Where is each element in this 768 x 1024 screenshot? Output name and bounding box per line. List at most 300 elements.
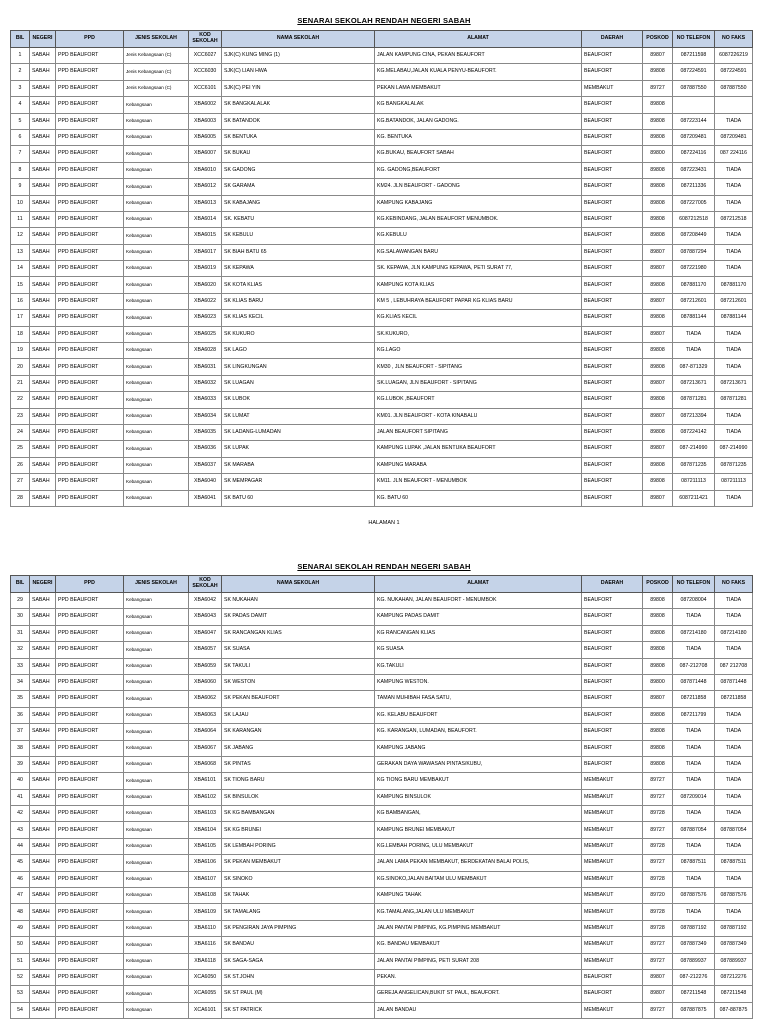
table-cell: 16 — [11, 293, 30, 309]
table-cell: SK KEPAWA — [222, 261, 375, 277]
table-cell: BEAUFORT — [582, 277, 643, 293]
table-cell: SK BINSULOK — [222, 789, 375, 805]
table-cell: BEAUFORT — [582, 986, 643, 1002]
table-cell: 89807 — [643, 408, 673, 424]
table-cell: XBA6059 — [189, 658, 222, 674]
table-cell: XBA6034 — [189, 408, 222, 424]
table-cell: 087212601 — [715, 293, 753, 309]
column-header: PPD — [56, 576, 124, 593]
table-cell: SK KLIAS BARU — [222, 293, 375, 309]
table-cell: XBA6110 — [189, 920, 222, 936]
table-cell: 087213394 — [673, 408, 715, 424]
table-cell: TIADA — [715, 343, 753, 359]
column-header: NO TELEFON — [673, 31, 715, 48]
table-cell: KM24. JLN BEAUFORT - GADONG — [375, 179, 582, 195]
table-cell: 89808 — [643, 113, 673, 129]
table-cell: 89808 — [643, 392, 673, 408]
table-cell: TIADA — [673, 326, 715, 342]
table-cell: 89808 — [643, 457, 673, 473]
table-cell: BEAUFORT — [582, 392, 643, 408]
table-cell: KM 5 , LEBUHRAYA BEAUFORT PAPAR KG KLIAS BARU — [375, 293, 582, 309]
table-cell: SABAH — [30, 593, 56, 609]
column-header: ALAMAT — [375, 31, 582, 48]
table-cell: Kebangsaan — [124, 343, 189, 359]
table-cell: BEAUFORT — [582, 261, 643, 277]
table-cell: 53 — [11, 986, 30, 1002]
table-cell: 89808 — [643, 64, 673, 80]
table-cell: KG.BUKAU, BEAUFORT SABAH — [375, 146, 582, 162]
table-cell: SABAH — [30, 642, 56, 658]
table-cell: Kebangsaan — [124, 674, 189, 690]
table-row — [11, 609, 753, 625]
table-cell: 1 — [11, 48, 30, 64]
table-cell: 087212601 — [673, 293, 715, 309]
table-cell: MEMBAKUT — [582, 80, 643, 96]
table-cell: SABAH — [30, 969, 56, 985]
table-cell: XBA6043 — [189, 609, 222, 625]
table-cell: PPD BEAUFORT — [56, 129, 124, 145]
table-cell: KAMPUNG LUPAK ,JALAN BENTUKA BEAUFORT — [375, 441, 582, 457]
table-cell: 89808 — [643, 310, 673, 326]
table-row — [11, 310, 753, 326]
table-cell: PPD BEAUFORT — [56, 359, 124, 375]
table-cell: XBA6013 — [189, 195, 222, 211]
table-cell: SK KUKURO — [222, 326, 375, 342]
table-cell: SABAH — [30, 261, 56, 277]
table-cell: 24 — [11, 424, 30, 440]
table-cell: BEAUFORT — [582, 756, 643, 772]
table-cell: KAMPUNG MARABA — [375, 457, 582, 473]
table-cell: Kebangsaan — [124, 625, 189, 641]
table-cell: 11 — [11, 211, 30, 227]
table-cell: 89807 — [643, 375, 673, 391]
table-cell: XBA6012 — [189, 179, 222, 195]
table-cell: Kebangsaan — [124, 658, 189, 674]
table-cell: 26 — [11, 457, 30, 473]
table-cell: TIADA — [715, 113, 753, 129]
table-cell: SABAH — [30, 707, 56, 723]
table-cell: Kebangsaan — [124, 162, 189, 178]
column-header: JENIS SEKOLAH — [124, 31, 189, 48]
column-header: NEGERI — [30, 576, 56, 593]
table-row — [11, 228, 753, 244]
table-cell: JALAN KAMPUNG CINA, PEKAN BEAUFORT — [375, 48, 582, 64]
table-cell: 087881144 — [715, 310, 753, 326]
table-cell: TIADA — [673, 724, 715, 740]
table-cell: KAMPUNG WESTON. — [375, 674, 582, 690]
table-cell: PPD BEAUFORT — [56, 920, 124, 936]
table-cell: BEAUFORT — [582, 310, 643, 326]
table-row — [11, 953, 753, 969]
table-cell: 6 — [11, 129, 30, 145]
table-row — [11, 806, 753, 822]
table-cell: SABAH — [30, 904, 56, 920]
table-cell: BEAUFORT — [582, 48, 643, 64]
table-cell: 51 — [11, 953, 30, 969]
table-row — [11, 293, 753, 309]
table-cell: 52 — [11, 969, 30, 985]
column-header: KOD SEKOLAH — [189, 31, 222, 48]
table-cell: SABAH — [30, 228, 56, 244]
table-cell: 087887054 — [673, 822, 715, 838]
table-cell: PPD BEAUFORT — [56, 904, 124, 920]
table-cell: 14 — [11, 261, 30, 277]
table-cell: SK KABAJANG — [222, 195, 375, 211]
table-cell: SJK(C) KUNG MING (1) — [222, 48, 375, 64]
table-cell: 89808 — [643, 724, 673, 740]
table-cell: TIADA — [715, 228, 753, 244]
page-title-1: SENARAI SEKOLAH RENDAH NEGERI SABAH — [297, 16, 471, 25]
table-cell: SK ST PAUL (M) — [222, 986, 375, 1002]
table-cell: SABAH — [30, 888, 56, 904]
table-cell: 087224591 — [673, 64, 715, 80]
column-header: BIL — [11, 576, 30, 593]
table-cell: SK TIONG BARU — [222, 773, 375, 789]
table-cell: XBA6109 — [189, 904, 222, 920]
table-cell: SABAH — [30, 986, 56, 1002]
table-cell: BEAUFORT — [582, 343, 643, 359]
table-cell: KG. BATU 60 — [375, 490, 582, 506]
table-cell: 087214180 — [673, 625, 715, 641]
table-cell: 2 — [11, 64, 30, 80]
table-cell: 087211799 — [673, 707, 715, 723]
table-cell: BEAUFORT — [582, 146, 643, 162]
table-cell: 89808 — [643, 277, 673, 293]
table-cell: KG.KEBINDANG, JALAN BEAUFORT MENUMBOK. — [375, 211, 582, 227]
table-cell: SK KEBULU — [222, 228, 375, 244]
table-cell: XBA6102 — [189, 789, 222, 805]
table-cell: 89808 — [643, 658, 673, 674]
table-cell: 087889937 — [715, 953, 753, 969]
table-cell: MEMBAKUT — [582, 822, 643, 838]
table-cell: 087889937 — [673, 953, 715, 969]
table-cell: XCA6055 — [189, 986, 222, 1002]
table-cell: BEAUFORT — [582, 609, 643, 625]
table-cell: 12 — [11, 228, 30, 244]
table-cell: 087212276 — [715, 969, 753, 985]
table-cell: SK SAGA-SAGA — [222, 953, 375, 969]
table-cell: SK RANCANGAN KLIAS — [222, 625, 375, 641]
table-cell: KG.LAGO — [375, 343, 582, 359]
table-cell: KG. GADONG,BEAUFORT — [375, 162, 582, 178]
table-cell: XBA6037 — [189, 457, 222, 473]
table-cell: PPD BEAUFORT — [56, 838, 124, 854]
column-header: JENIS SEKOLAH — [124, 576, 189, 593]
table-cell: MEMBAKUT — [582, 773, 643, 789]
table-cell: 89807 — [643, 244, 673, 260]
table-cell: 087887576 — [715, 888, 753, 904]
table-cell: XBA6041 — [189, 490, 222, 506]
table-cell: 087 224116 — [715, 146, 753, 162]
table-cell: XBA6023 — [189, 310, 222, 326]
table-cell: SK PINTAS — [222, 756, 375, 772]
table-cell: Kebangsaan — [124, 789, 189, 805]
table-cell: Jenis Kebangsaan (C) — [124, 64, 189, 80]
table-cell: XCA6050 — [189, 969, 222, 985]
table-cell: 087212518 — [715, 211, 753, 227]
table-cell: BEAUFORT — [582, 179, 643, 195]
table-cell: SABAH — [30, 424, 56, 440]
table-cell: 89728 — [643, 871, 673, 887]
table-cell: Kebangsaan — [124, 129, 189, 145]
table-row — [11, 277, 753, 293]
table-cell: 42 — [11, 806, 30, 822]
table-cell: XBA6101 — [189, 773, 222, 789]
table-cell: 50 — [11, 937, 30, 953]
table-cell: BEAUFORT — [582, 740, 643, 756]
table-cell: PPD BEAUFORT — [56, 740, 124, 756]
table-cell: PPD BEAUFORT — [56, 424, 124, 440]
table-cell: SK LUAGAN — [222, 375, 375, 391]
table-cell: TIADA — [673, 642, 715, 658]
table-cell: 22 — [11, 392, 30, 408]
table-cell: PPD BEAUFORT — [56, 408, 124, 424]
table-cell: XBA6063 — [189, 707, 222, 723]
table-cell: TIADA — [673, 343, 715, 359]
table-cell: PPD BEAUFORT — [56, 707, 124, 723]
table-cell: Kebangsaan — [124, 244, 189, 260]
table-cell: TIADA — [715, 359, 753, 375]
table-cell: XBA6068 — [189, 756, 222, 772]
table-cell: 13 — [11, 244, 30, 260]
table-cell: SABAH — [30, 740, 56, 756]
table-row — [11, 986, 753, 1002]
table-row — [11, 904, 753, 920]
table-row — [11, 441, 753, 457]
table-cell: XBA6060 — [189, 674, 222, 690]
table-cell: BEAUFORT — [582, 457, 643, 473]
table-cell: KG TIONG BARU MEMBAKUT — [375, 773, 582, 789]
table-cell: 89727 — [643, 937, 673, 953]
table-cell: 31 — [11, 625, 30, 641]
table-cell: SABAH — [30, 179, 56, 195]
table-cell: Kebangsaan — [124, 1002, 189, 1018]
table-cell: PPD BEAUFORT — [56, 871, 124, 887]
table-cell: Kebangsaan — [124, 408, 189, 424]
table-cell: SABAH — [30, 64, 56, 80]
table-cell: 087211113 — [715, 474, 753, 490]
table-cell: Kebangsaan — [124, 113, 189, 129]
table-cell: 89808 — [643, 593, 673, 609]
table-cell: BEAUFORT — [582, 424, 643, 440]
table-cell: PPD BEAUFORT — [56, 490, 124, 506]
table-row — [11, 80, 753, 96]
table-cell: SABAH — [30, 691, 56, 707]
table-cell: SABAH — [30, 441, 56, 457]
table-cell: TAMAN MUHIBAH FASA SATU, — [375, 691, 582, 707]
table-cell: Kebangsaan — [124, 871, 189, 887]
table-cell: 89720 — [643, 888, 673, 904]
table-cell: SABAH — [30, 1002, 56, 1018]
table-cell: SABAH — [30, 490, 56, 506]
table-cell: 087208449 — [673, 228, 715, 244]
table-cell: JALAN PANTAI PIMPING, PETI SURAT 208 — [375, 953, 582, 969]
table-cell: JALAN BEAUFORT SIPITANG — [375, 424, 582, 440]
table-cell: 087887550 — [673, 80, 715, 96]
table-cell: XBA6105 — [189, 838, 222, 854]
table-cell: 44 — [11, 838, 30, 854]
table-cell: Kebangsaan — [124, 838, 189, 854]
table-cell: SK NUKAHAN — [222, 593, 375, 609]
table-cell: SABAH — [30, 871, 56, 887]
table-row — [11, 457, 753, 473]
table-row — [11, 691, 753, 707]
table-cell: 40 — [11, 773, 30, 789]
table-cell: PPD BEAUFORT — [56, 969, 124, 985]
table-cell: 087209481 — [673, 129, 715, 145]
table-cell: Kebangsaan — [124, 375, 189, 391]
table-cell: PPD BEAUFORT — [56, 457, 124, 473]
school-table-page-2 — [10, 575, 753, 1019]
table-cell: 10 — [11, 195, 30, 211]
table-cell: BEAUFORT — [582, 642, 643, 658]
table-cell: Kebangsaan — [124, 97, 189, 113]
table-cell: PPD BEAUFORT — [56, 953, 124, 969]
table-cell: TIADA — [673, 756, 715, 772]
table-cell: BEAUFORT — [582, 359, 643, 375]
table-cell: KG.MELABAU,JALAN KUALA PENYU-BEAUFORT. — [375, 64, 582, 80]
table-cell: XCC6030 — [189, 64, 222, 80]
table-cell: PPD BEAUFORT — [56, 806, 124, 822]
table-cell: PPD BEAUFORT — [56, 146, 124, 162]
table-cell: Kebangsaan — [124, 490, 189, 506]
table-cell: 89728 — [643, 904, 673, 920]
table-row — [11, 375, 753, 391]
table-cell: KAMPUNG PADAS DAMIT — [375, 609, 582, 625]
table-cell: 087211598 — [673, 48, 715, 64]
table-cell: SK LUMAT — [222, 408, 375, 424]
table-cell: KG.BATANDOK, JALAN GADONG. — [375, 113, 582, 129]
table-cell: TIADA — [715, 707, 753, 723]
column-header: POSKOD — [643, 31, 673, 48]
table-cell: XBA6104 — [189, 822, 222, 838]
table-cell: SABAH — [30, 609, 56, 625]
table-row — [11, 474, 753, 490]
table-cell: Kebangsaan — [124, 211, 189, 227]
table-cell: TIADA — [715, 609, 753, 625]
table-cell: 087887875 — [673, 1002, 715, 1018]
table-cell: BEAUFORT — [582, 228, 643, 244]
table-cell: 54 — [11, 1002, 30, 1018]
table-cell: XBA6107 — [189, 871, 222, 887]
table-cell: PEKAN LAMA MEMBAKUT — [375, 80, 582, 96]
table-cell: Kebangsaan — [124, 773, 189, 789]
table-cell: SABAH — [30, 392, 56, 408]
table-cell: SK LAJAU — [222, 707, 375, 723]
table-cell: TIADA — [673, 871, 715, 887]
table-cell: SK KLIAS KECIL — [222, 310, 375, 326]
table-cell: TIADA — [673, 806, 715, 822]
table-cell: PPD BEAUFORT — [56, 211, 124, 227]
table-cell: BEAUFORT — [582, 113, 643, 129]
table-row — [11, 48, 753, 64]
table-cell: BEAUFORT — [582, 129, 643, 145]
header-row — [11, 576, 753, 593]
table-cell: XCC6027 — [189, 48, 222, 64]
table-cell: SK PEKAN BEAUFORT — [222, 691, 375, 707]
table-cell: 89728 — [643, 806, 673, 822]
table-cell: SK SINOKO — [222, 871, 375, 887]
table-cell: BEAUFORT — [582, 326, 643, 342]
table-cell: TIADA — [715, 195, 753, 211]
table-cell: 087887349 — [715, 937, 753, 953]
table-cell: Kebangsaan — [124, 228, 189, 244]
table-cell: SABAH — [30, 195, 56, 211]
table-cell: 087211336 — [673, 179, 715, 195]
table-cell: BEAUFORT — [582, 625, 643, 641]
table-cell: 15 — [11, 277, 30, 293]
table-cell: SK GADONG — [222, 162, 375, 178]
table-cell: Kebangsaan — [124, 195, 189, 211]
table-row — [11, 408, 753, 424]
table-cell: KG.TAKULI — [375, 658, 582, 674]
table-cell: SABAH — [30, 408, 56, 424]
table-cell: BEAUFORT — [582, 969, 643, 985]
table-cell: XBA6036 — [189, 441, 222, 457]
table-row — [11, 392, 753, 408]
table-cell: 89800 — [643, 674, 673, 690]
table-cell: 087871448 — [715, 674, 753, 690]
table-cell: BEAUFORT — [582, 293, 643, 309]
table-cell: TIADA — [715, 724, 753, 740]
table-cell: 89727 — [643, 80, 673, 96]
table-cell: XBA6005 — [189, 129, 222, 145]
table-cell: Kebangsaan — [124, 593, 189, 609]
table-cell: XBA6002 — [189, 97, 222, 113]
table-cell: XBA6032 — [189, 375, 222, 391]
table-cell: 087-212276 — [673, 969, 715, 985]
table-cell: KG RANCANGAN KLIAS — [375, 625, 582, 641]
table-cell: 39 — [11, 756, 30, 772]
table-cell: Kebangsaan — [124, 359, 189, 375]
table-cell: 5 — [11, 113, 30, 129]
table-cell: SABAH — [30, 806, 56, 822]
table-cell: GERAKAN DAYA WAWASAN PINTAS/KUBU, — [375, 756, 582, 772]
table-cell: Kebangsaan — [124, 424, 189, 440]
table-cell: XBA6064 — [189, 724, 222, 740]
table-cell: PPD BEAUFORT — [56, 228, 124, 244]
table-cell: TIADA — [715, 424, 753, 440]
table-cell: Kebangsaan — [124, 392, 189, 408]
table-cell: 087-214990 — [715, 441, 753, 457]
table-cell: Jenis Kebangsaan (C) — [124, 48, 189, 64]
table-cell: TIADA — [715, 756, 753, 772]
table-cell: 087887511 — [715, 855, 753, 871]
column-header: KOD SEKOLAH — [189, 576, 222, 593]
table-cell: 89808 — [643, 179, 673, 195]
table-cell: 087887192 — [673, 920, 715, 936]
table-cell: SABAH — [30, 375, 56, 391]
table-cell: XBA6106 — [189, 855, 222, 871]
table-cell: MEMBAKUT — [582, 855, 643, 871]
table-cell: 89728 — [643, 920, 673, 936]
table-cell: XBA6015 — [189, 228, 222, 244]
table-cell: TIADA — [715, 740, 753, 756]
table-cell: XBA6067 — [189, 740, 222, 756]
table-cell: BEAUFORT — [582, 244, 643, 260]
table-cell: MEMBAKUT — [582, 953, 643, 969]
table-cell: 087214180 — [715, 625, 753, 641]
table-cell: MEMBAKUT — [582, 838, 643, 854]
table-cell: SABAH — [30, 658, 56, 674]
table-cell: BEAUFORT — [582, 162, 643, 178]
table-cell: SABAH — [30, 724, 56, 740]
table-cell: KAMPUNG KOTA KLIAS — [375, 277, 582, 293]
table-cell: KAMPUNG BINSULOK — [375, 789, 582, 805]
table-row — [11, 162, 753, 178]
table-cell: XBA6047 — [189, 625, 222, 641]
table-cell: SK ST.JOHN — [222, 969, 375, 985]
